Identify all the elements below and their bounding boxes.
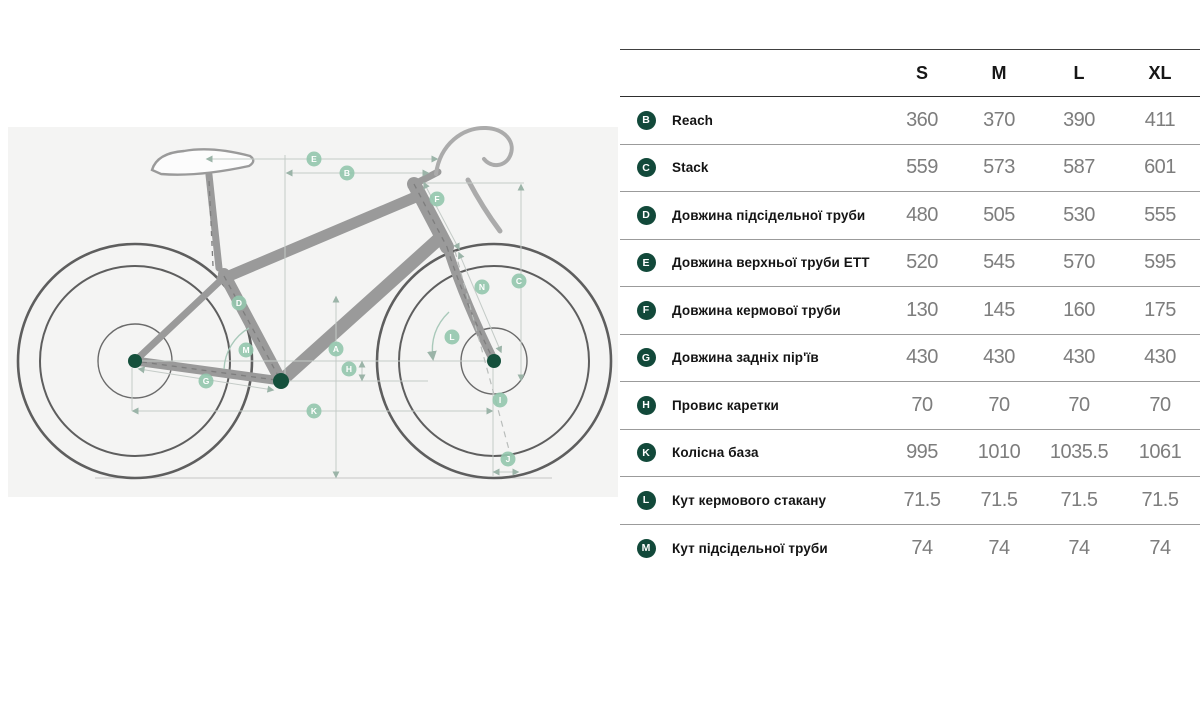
row-letter-badge: G bbox=[637, 348, 656, 367]
row-letter-badge: E bbox=[637, 253, 656, 272]
table-row bbox=[620, 287, 1200, 335]
size-column-header: S bbox=[915, 62, 928, 83]
cell-value: 175 bbox=[1144, 298, 1176, 321]
cell-value: 559 bbox=[906, 156, 938, 179]
row-badge-cell bbox=[620, 253, 672, 272]
row-badge-cell bbox=[620, 443, 672, 462]
cell-value: 601 bbox=[1144, 156, 1176, 179]
row-label: Кут кермового стакану bbox=[672, 492, 827, 508]
cell-value: 70 bbox=[911, 393, 933, 416]
cell-value: 505 bbox=[983, 203, 1015, 226]
row-letter-badge: B bbox=[637, 111, 656, 130]
diagram-badge-M bbox=[239, 343, 254, 358]
row-label: Довжина задніх пір'їв bbox=[672, 350, 819, 366]
row-letter-badge: C bbox=[637, 158, 656, 177]
badge-letter: K bbox=[310, 406, 318, 416]
row-badge-cell bbox=[620, 158, 672, 177]
row-letter-badge: H bbox=[637, 396, 656, 415]
row-label: Колісна база bbox=[672, 445, 759, 461]
cell-value: 520 bbox=[906, 251, 938, 274]
size-column-header: L bbox=[1073, 62, 1085, 83]
cell-value: 545 bbox=[983, 251, 1015, 274]
table-row bbox=[620, 192, 1200, 240]
diagram-background bbox=[8, 127, 618, 497]
diagram-badge-C bbox=[512, 274, 527, 289]
diagram-badge-B bbox=[340, 166, 355, 181]
badge-letter: E bbox=[311, 154, 317, 164]
diagram-badge-L bbox=[445, 330, 460, 345]
diagram-badge-K bbox=[307, 404, 322, 419]
row-badge-cell bbox=[620, 301, 672, 320]
cell-value: 1010 bbox=[977, 441, 1021, 464]
row-letter-badge: D bbox=[637, 206, 656, 225]
table-row bbox=[620, 430, 1200, 478]
cell-value: 480 bbox=[906, 203, 938, 226]
cell-value: 74 bbox=[1068, 536, 1090, 559]
cell-value: 74 bbox=[911, 536, 933, 559]
rear-hub-dot bbox=[128, 354, 142, 368]
cell-value: 411 bbox=[1144, 108, 1176, 131]
row-letter-badge: L bbox=[637, 491, 656, 510]
diagram-badge-G bbox=[199, 374, 214, 389]
badge-letter: J bbox=[505, 454, 511, 464]
row-badge-cell bbox=[620, 491, 672, 510]
badge-letter: I bbox=[498, 395, 502, 405]
row-badge-cell bbox=[620, 111, 672, 130]
cell-value: 390 bbox=[1063, 108, 1095, 131]
row-letter-badge: K bbox=[637, 443, 656, 462]
badge-letter: B bbox=[343, 168, 351, 178]
diagram-badge-F bbox=[430, 192, 445, 207]
table-row bbox=[620, 382, 1200, 430]
size-column-header: M bbox=[991, 62, 1007, 83]
badge-letter: N bbox=[478, 282, 486, 292]
diagram-badge-D bbox=[232, 296, 247, 311]
row-label: Довжина підсідельної труби bbox=[672, 207, 866, 223]
table-body bbox=[620, 97, 1200, 572]
bottom-bracket-dot bbox=[273, 373, 289, 389]
row-label: Довжина верхньої труби ETT bbox=[672, 255, 870, 271]
cell-value: 530 bbox=[1063, 203, 1095, 226]
row-label: Reach bbox=[672, 112, 714, 128]
cell-value: 70 bbox=[988, 393, 1010, 416]
badge-letter: G bbox=[202, 376, 210, 386]
cell-value: 130 bbox=[906, 298, 938, 321]
diagram-badge-A bbox=[329, 342, 344, 357]
cell-value: 71.5 bbox=[1141, 488, 1179, 511]
diagram-badge-I bbox=[493, 393, 508, 408]
table-row bbox=[620, 335, 1200, 383]
row-badge-cell bbox=[620, 348, 672, 367]
cell-value: 430 bbox=[1144, 346, 1176, 369]
badge-letter: A bbox=[332, 344, 340, 354]
diagram-badge-N bbox=[475, 280, 490, 295]
cell-value: 595 bbox=[1144, 251, 1176, 274]
cell-value: 430 bbox=[983, 346, 1015, 369]
table-row bbox=[620, 525, 1200, 573]
cell-value: 370 bbox=[983, 108, 1015, 131]
badge-letter: L bbox=[449, 332, 455, 342]
cell-value: 70 bbox=[1149, 393, 1171, 416]
cell-value: 1035.5 bbox=[1049, 441, 1109, 464]
badge-letter: H bbox=[345, 364, 353, 374]
diagram-badge-H bbox=[342, 362, 357, 377]
table-row bbox=[620, 240, 1200, 288]
cell-value: 570 bbox=[1063, 251, 1095, 274]
cell-value: 430 bbox=[906, 346, 938, 369]
cell-value: 71.5 bbox=[1060, 488, 1098, 511]
row-letter-badge: F bbox=[637, 301, 656, 320]
badge-letter: D bbox=[235, 298, 243, 308]
size-column-header: XL bbox=[1148, 62, 1172, 83]
diagram-badge-J bbox=[501, 452, 516, 467]
cell-value: 160 bbox=[1063, 298, 1095, 321]
cell-value: 587 bbox=[1063, 156, 1095, 179]
row-badge-cell bbox=[620, 539, 672, 558]
cell-value: 573 bbox=[983, 156, 1015, 179]
row-label: Stack bbox=[672, 160, 709, 176]
row-badge-cell bbox=[620, 206, 672, 225]
cell-value: 71.5 bbox=[903, 488, 941, 511]
cell-value: 145 bbox=[983, 298, 1015, 321]
cell-value: 360 bbox=[906, 108, 938, 131]
table-row bbox=[620, 145, 1200, 193]
cell-value: 430 bbox=[1063, 346, 1095, 369]
row-label: Довжина кермової труби bbox=[672, 302, 841, 318]
badge-letter: F bbox=[434, 194, 440, 204]
cell-value: 74 bbox=[988, 536, 1010, 559]
cell-value: 995 bbox=[906, 441, 938, 464]
cell-value: 555 bbox=[1144, 203, 1176, 226]
badge-letter: C bbox=[515, 276, 523, 286]
row-label: Провис каретки bbox=[672, 397, 779, 413]
row-letter-badge: M bbox=[637, 539, 656, 558]
cell-value: 74 bbox=[1149, 536, 1171, 559]
geometry-table bbox=[620, 49, 1200, 572]
table-header-row bbox=[620, 50, 1200, 97]
row-label: Кут підсідельної труби bbox=[672, 540, 828, 556]
table-row bbox=[620, 97, 1200, 145]
cell-value: 1061 bbox=[1138, 441, 1182, 464]
cell-value: 71.5 bbox=[980, 488, 1018, 511]
cell-value: 70 bbox=[1068, 393, 1090, 416]
diagram-badge-E bbox=[307, 152, 322, 167]
badge-letter: M bbox=[242, 345, 250, 355]
table-row bbox=[620, 477, 1200, 525]
row-badge-cell bbox=[620, 396, 672, 415]
front-hub-dot bbox=[487, 354, 501, 368]
